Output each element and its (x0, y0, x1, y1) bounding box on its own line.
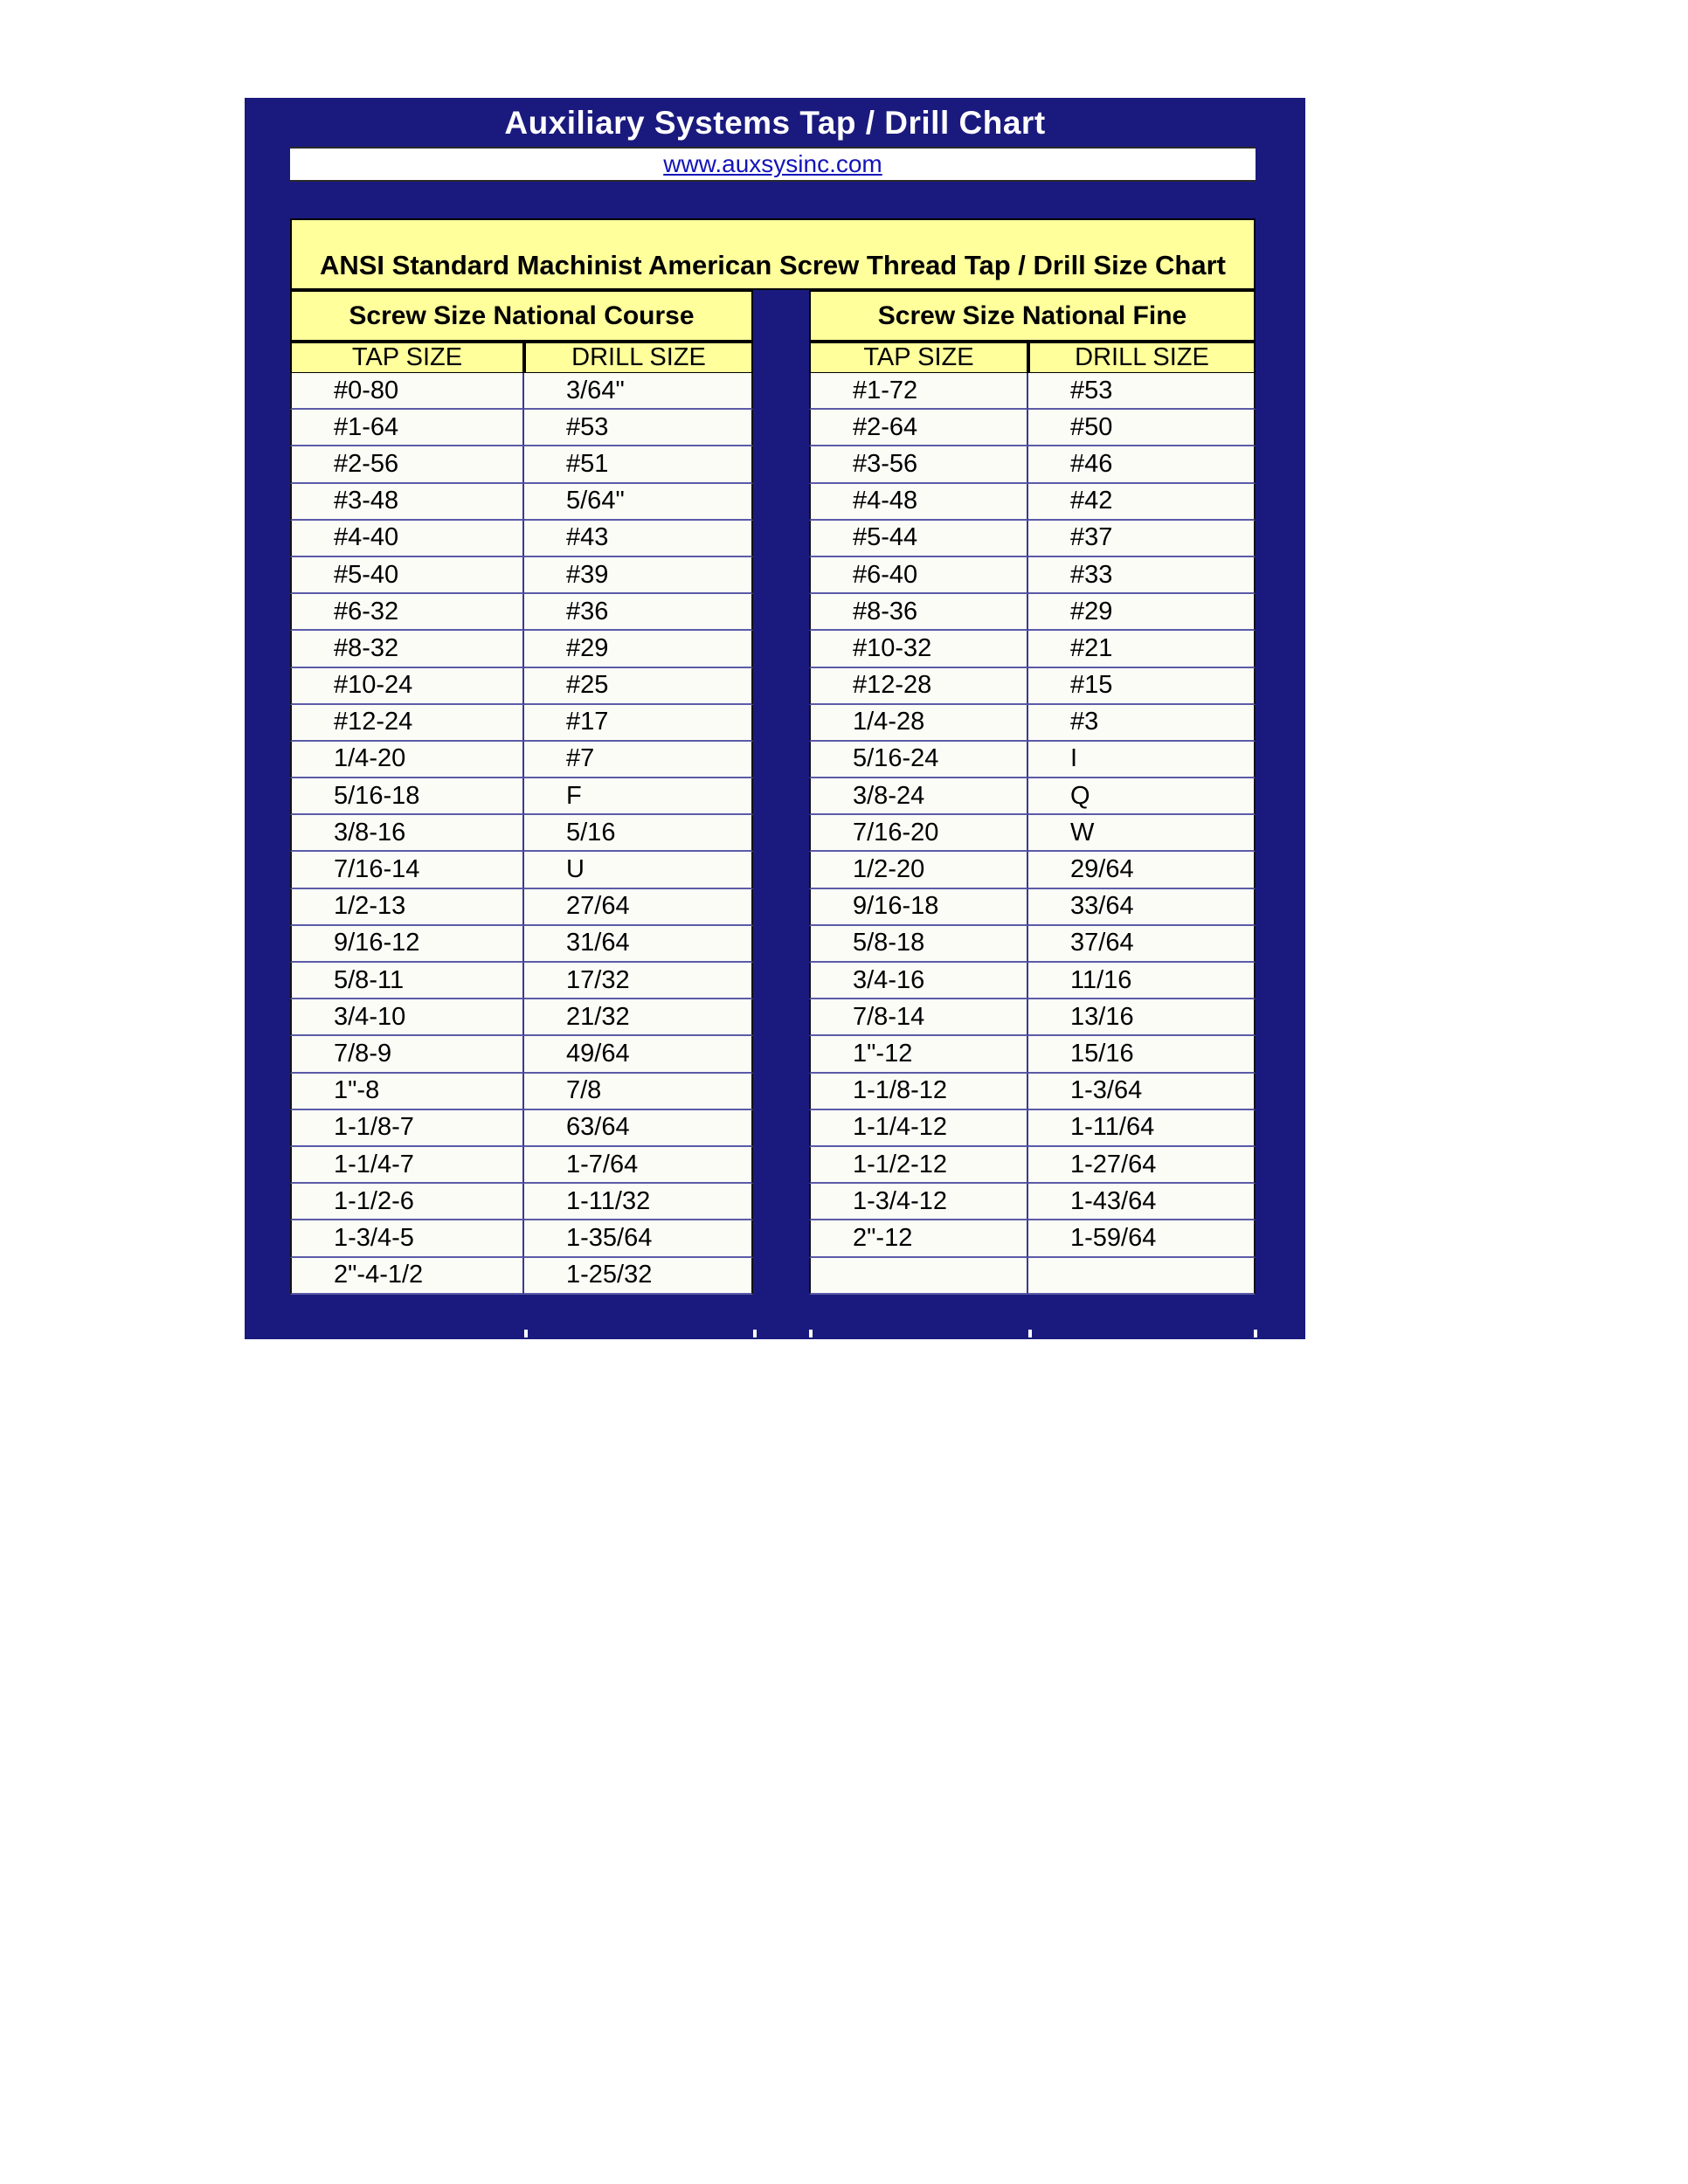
table-cell: #39 (524, 557, 753, 594)
table-row-divider (753, 1147, 809, 1184)
table-row-divider (753, 889, 809, 926)
table-cell: #7 (524, 742, 753, 778)
table-cell: 3/8-16 (290, 815, 524, 852)
table-cell: 1-3/4-5 (290, 1220, 524, 1257)
col-header-drill-size-fine: DRILL SIZE (1028, 342, 1256, 374)
table-row-divider (753, 778, 809, 815)
table-cell: #0-80 (290, 373, 524, 410)
table-cell: #8-32 (290, 631, 524, 667)
table-cell: 13/16 (1028, 999, 1256, 1036)
column-header-row (290, 342, 1256, 373)
table-cell: #25 (524, 668, 753, 705)
table-cell: 1-43/64 (1028, 1184, 1256, 1220)
table-cell: #51 (524, 446, 753, 483)
table-cell: 7/8-9 (290, 1036, 524, 1073)
table-cell: 7/16-20 (809, 815, 1028, 852)
chart-title: Auxiliary Systems Tap / Drill Chart (504, 105, 1046, 141)
table-cell: 9/16-12 (290, 926, 524, 963)
table-cell: F (524, 778, 753, 815)
divider-tick (1028, 1330, 1032, 1337)
table-cell: 1-25/32 (524, 1258, 753, 1295)
table-cell: 29/64 (1028, 852, 1256, 888)
table-cell: 5/8-11 (290, 963, 524, 999)
column-divider (753, 342, 809, 374)
table-cell: 5/16-24 (809, 742, 1028, 778)
divider-tick (524, 1330, 528, 1337)
table-cell: #37 (1028, 521, 1256, 557)
table-cell: #12-24 (290, 705, 524, 742)
table-cell: 21/32 (524, 999, 753, 1036)
table-cell: 1-1/8-12 (809, 1074, 1028, 1110)
table-row-divider (753, 1036, 809, 1073)
table-cell: U (524, 852, 753, 888)
table-cell: #4-48 (809, 484, 1028, 521)
table-cell: I (1028, 742, 1256, 778)
table-cell: #15 (1028, 668, 1256, 705)
table-cell: 7/8 (524, 1074, 753, 1110)
table-row-divider (753, 926, 809, 963)
table-cell: 1-59/64 (1028, 1220, 1256, 1257)
table-cell: #4-40 (290, 521, 524, 557)
table-cell: 63/64 (524, 1110, 753, 1147)
ansi-table (290, 218, 1256, 1295)
table-cell: 15/16 (1028, 1036, 1256, 1073)
table-body (290, 373, 1256, 1295)
table-row-divider (753, 852, 809, 888)
table-cell: 1-3/4-12 (809, 1184, 1028, 1220)
table-row-divider (753, 705, 809, 742)
col-header-tap-size-course: TAP SIZE (290, 342, 524, 374)
table-row-divider (753, 594, 809, 631)
section-header-national-fine: Screw Size National Fine (809, 290, 1256, 342)
table-cell: W (1028, 815, 1256, 852)
table-cell: #12-28 (809, 668, 1028, 705)
table-cell: #6-32 (290, 594, 524, 631)
table-cell: 9/16-18 (809, 889, 1028, 926)
table-row-divider (753, 1220, 809, 1257)
table-cell: 1-1/4-12 (809, 1110, 1028, 1147)
table-cell: 49/64 (524, 1036, 753, 1073)
table-cell: #50 (1028, 410, 1256, 446)
table-cell: #1-72 (809, 373, 1028, 410)
table-cell: 1"-8 (290, 1074, 524, 1110)
table-cell: #1-64 (290, 410, 524, 446)
table-row-divider (753, 999, 809, 1036)
table-row-divider (753, 373, 809, 410)
table-row-divider (753, 668, 809, 705)
table-title: ANSI Standard Machinist American Screw Thread Tap / Drill Size Chart (290, 218, 1256, 290)
table-cell: #53 (1028, 373, 1256, 410)
table-cell: 1-7/64 (524, 1147, 753, 1184)
table-cell (1028, 1258, 1256, 1295)
table-row-divider (753, 410, 809, 446)
table-cell: #17 (524, 705, 753, 742)
table-cell: 1-11/32 (524, 1184, 753, 1220)
section-divider (753, 290, 809, 342)
table-cell: #10-32 (809, 631, 1028, 667)
table-cell: 7/8-14 (809, 999, 1028, 1036)
table-cell: 1/2-13 (290, 889, 524, 926)
table-cell: 3/64" (524, 373, 753, 410)
table-cell: #6-40 (809, 557, 1028, 594)
table-cell: 1-3/64 (1028, 1074, 1256, 1110)
table-cell: #53 (524, 410, 753, 446)
table-cell: 5/8-18 (809, 926, 1028, 963)
table-cell: #21 (1028, 631, 1256, 667)
table-cell: 1-1/2-12 (809, 1147, 1028, 1184)
table-cell: #3-48 (290, 484, 524, 521)
table-row-divider (753, 963, 809, 999)
table-row-divider (753, 1184, 809, 1220)
table-row-divider (753, 631, 809, 667)
table-cell: #5-40 (290, 557, 524, 594)
table-cell: #43 (524, 521, 753, 557)
table-cell: 1-1/2-6 (290, 1184, 524, 1220)
col-header-drill-size-course: DRILL SIZE (524, 342, 753, 374)
table-cell: 2"-4-1/2 (290, 1258, 524, 1295)
table-row-divider (753, 1110, 809, 1147)
table-cell: 1/2-20 (809, 852, 1028, 888)
table-cell: 1-1/4-7 (290, 1147, 524, 1184)
table-cell: 5/64" (524, 484, 753, 521)
table-cell (809, 1258, 1028, 1295)
table-cell: #42 (1028, 484, 1256, 521)
table-cell: 3/4-10 (290, 999, 524, 1036)
table-row-divider (753, 1074, 809, 1110)
table-row-divider (753, 446, 809, 483)
table-cell: 1-35/64 (524, 1220, 753, 1257)
table-cell: 1-11/64 (1028, 1110, 1256, 1147)
divider-tick (1254, 1330, 1257, 1337)
table-cell: 1/4-20 (290, 742, 524, 778)
table-cell: #36 (524, 594, 753, 631)
table-cell: 7/16-14 (290, 852, 524, 888)
table-cell: #8-36 (809, 594, 1028, 631)
col-header-tap-size-fine: TAP SIZE (809, 342, 1028, 374)
table-cell: 3/8-24 (809, 778, 1028, 815)
table-cell: #3 (1028, 705, 1256, 742)
table-row-divider (753, 815, 809, 852)
table-cell: Q (1028, 778, 1256, 815)
table-cell: #29 (524, 631, 753, 667)
table-cell: #46 (1028, 446, 1256, 483)
divider-tick (753, 1330, 757, 1337)
table-cell: 1-1/8-7 (290, 1110, 524, 1147)
url-band (290, 147, 1256, 182)
section-header-national-course: Screw Size National Course (290, 290, 753, 342)
table-row-divider (753, 484, 809, 521)
table-cell: 3/4-16 (809, 963, 1028, 999)
table-cell: 1/4-28 (809, 705, 1028, 742)
table-cell: 5/16-18 (290, 778, 524, 815)
table-row-divider (753, 557, 809, 594)
table-cell: #3-56 (809, 446, 1028, 483)
tap-drill-chart (245, 98, 1305, 1339)
table-cell: 1-27/64 (1028, 1147, 1256, 1184)
table-cell: 37/64 (1028, 926, 1256, 963)
divider-tick (809, 1330, 813, 1337)
table-cell: #2-56 (290, 446, 524, 483)
website-link[interactable]: www.auxsysinc.com (663, 150, 882, 177)
section-header-row (290, 290, 1256, 342)
table-cell: 11/16 (1028, 963, 1256, 999)
table-cell: 1"-12 (809, 1036, 1028, 1073)
table-cell: #2-64 (809, 410, 1028, 446)
table-cell: 33/64 (1028, 889, 1256, 926)
table-cell: 17/32 (524, 963, 753, 999)
table-cell: 31/64 (524, 926, 753, 963)
table-cell: 27/64 (524, 889, 753, 926)
table-cell: #5-44 (809, 521, 1028, 557)
table-row-divider (753, 1258, 809, 1295)
table-row-divider (753, 742, 809, 778)
table-cell: #33 (1028, 557, 1256, 594)
table-cell: 2"-12 (809, 1220, 1028, 1257)
table-cell: #29 (1028, 594, 1256, 631)
table-cell: 5/16 (524, 815, 753, 852)
table-cell: #10-24 (290, 668, 524, 705)
table-row-divider (753, 521, 809, 557)
